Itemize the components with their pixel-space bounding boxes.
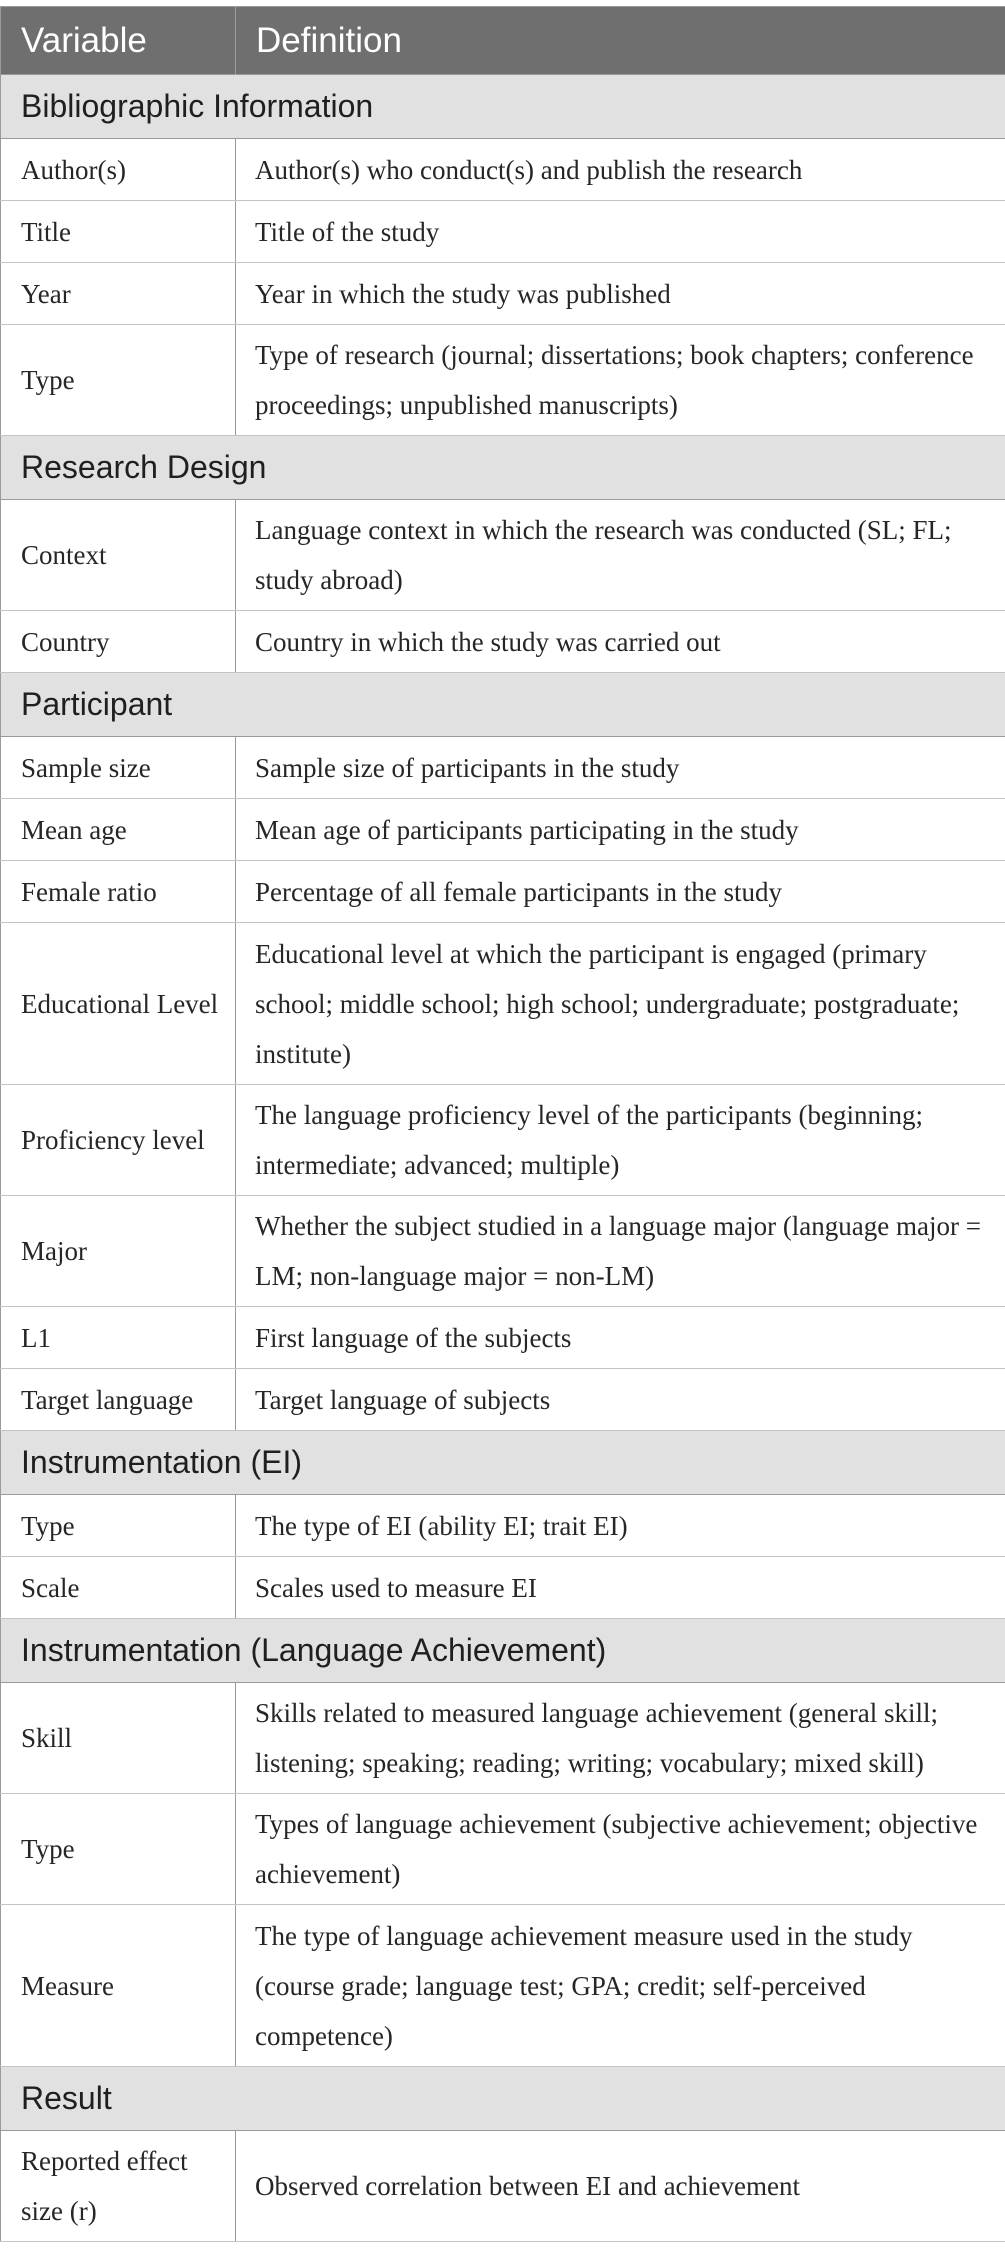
variable-cell: Target language (1, 1369, 236, 1431)
column-header-definition: Definition (236, 7, 1005, 75)
section-title: Research Design (1, 436, 1005, 500)
definition-cell: The type of language achievement measure used in the study (course grade; language test; GPA; credit; self-perceived competence) (236, 1905, 1005, 2067)
section-title: Participant (1, 673, 1005, 737)
definition-cell: Scales used to measure EI (236, 1557, 1005, 1619)
column-header-variable: Variable (1, 7, 236, 75)
variable-cell: Author(s) (1, 139, 236, 201)
variable-cell: Scale (1, 1557, 236, 1619)
definition-cell: Target language of subjects (236, 1369, 1005, 1431)
definition-cell: Language context in which the research was conducted (SL; FL; study abroad) (236, 500, 1005, 611)
table-row (1, 1369, 1005, 1431)
variable-cell: Measure (1, 1905, 236, 2067)
variable-cell: Skill (1, 1683, 236, 1794)
definition-cell: Sample size of participants in the study (236, 737, 1005, 799)
definition-cell: Types of language achievement (subjective achievement; objective achievement) (236, 1794, 1005, 1905)
variable-cell: L1 (1, 1307, 236, 1369)
table-row (1, 1683, 1005, 1794)
definition-cell: Percentage of all female participants in the study (236, 861, 1005, 923)
table-row (1, 1196, 1005, 1307)
table-row (1, 201, 1005, 263)
definition-cell: Whether the subject studied in a language major (language major = LM; non-language major = non-LM) (236, 1196, 1005, 1307)
definition-cell: Educational level at which the participant is engaged (primary school; middle school; high school; undergraduate; postgraduate; institute) (236, 923, 1005, 1085)
section-row-result (1, 2067, 1005, 2131)
variable-cell: Context (1, 500, 236, 611)
variables-table (0, 6, 1005, 2242)
table-row (1, 611, 1005, 673)
table-row (1, 1085, 1005, 1196)
definition-cell: Country in which the study was carried out (236, 611, 1005, 673)
variable-cell: Major (1, 1196, 236, 1307)
variable-cell: Sample size (1, 737, 236, 799)
table-row (1, 500, 1005, 611)
section-title: Result (1, 2067, 1005, 2131)
variable-cell: Title (1, 201, 236, 263)
definition-cell: Type of research (journal; dissertations; book chapters; conference proceedings; unpublished manuscripts) (236, 325, 1005, 436)
table-row (1, 1307, 1005, 1369)
definition-cell: Mean age of participants participating in the study (236, 799, 1005, 861)
table-row (1, 139, 1005, 201)
variable-cell: Type (1, 1794, 236, 1905)
section-row-instrumentation-language-achievement (1, 1619, 1005, 1683)
definition-cell: The type of EI (ability EI; trait EI) (236, 1495, 1005, 1557)
section-title: Bibliographic Information (1, 75, 1005, 139)
table-row (1, 263, 1005, 325)
definition-cell: Observed correlation between EI and achievement (236, 2131, 1005, 2242)
definition-cell: Skills related to measured language achievement (general skill; listening; speaking; reading; writing; vocabulary; mixed skill) (236, 1683, 1005, 1794)
table-row (1, 325, 1005, 436)
variable-cell: Type (1, 325, 236, 436)
variable-cell: Mean age (1, 799, 236, 861)
variable-cell: Female ratio (1, 861, 236, 923)
variable-cell: Year (1, 263, 236, 325)
table-row (1, 923, 1005, 1085)
variable-cell: Country (1, 611, 236, 673)
table-header-row (1, 7, 1005, 75)
table-row (1, 2131, 1005, 2242)
table-row (1, 1905, 1005, 2067)
section-title: Instrumentation (EI) (1, 1431, 1005, 1495)
variable-cell: Reported effect size (r) (1, 2131, 236, 2242)
variable-cell: Proficiency level (1, 1085, 236, 1196)
section-row-participant (1, 673, 1005, 737)
section-row-bibliographic (1, 75, 1005, 139)
definition-cell: First language of the subjects (236, 1307, 1005, 1369)
variable-cell: Type (1, 1495, 236, 1557)
table-row (1, 861, 1005, 923)
definition-cell: Title of the study (236, 201, 1005, 263)
variable-cell: Educational Level (1, 923, 236, 1085)
section-title: Instrumentation (Language Achievement) (1, 1619, 1005, 1683)
table-row (1, 799, 1005, 861)
section-row-research-design (1, 436, 1005, 500)
table-row (1, 737, 1005, 799)
table-row (1, 1495, 1005, 1557)
definition-cell: The language proficiency level of the participants (beginning; intermediate; advanced; multiple) (236, 1085, 1005, 1196)
table-row (1, 1557, 1005, 1619)
definition-cell: Year in which the study was published (236, 263, 1005, 325)
section-row-instrumentation-ei (1, 1431, 1005, 1495)
table-row (1, 1794, 1005, 1905)
definition-cell: Author(s) who conduct(s) and publish the research (236, 139, 1005, 201)
